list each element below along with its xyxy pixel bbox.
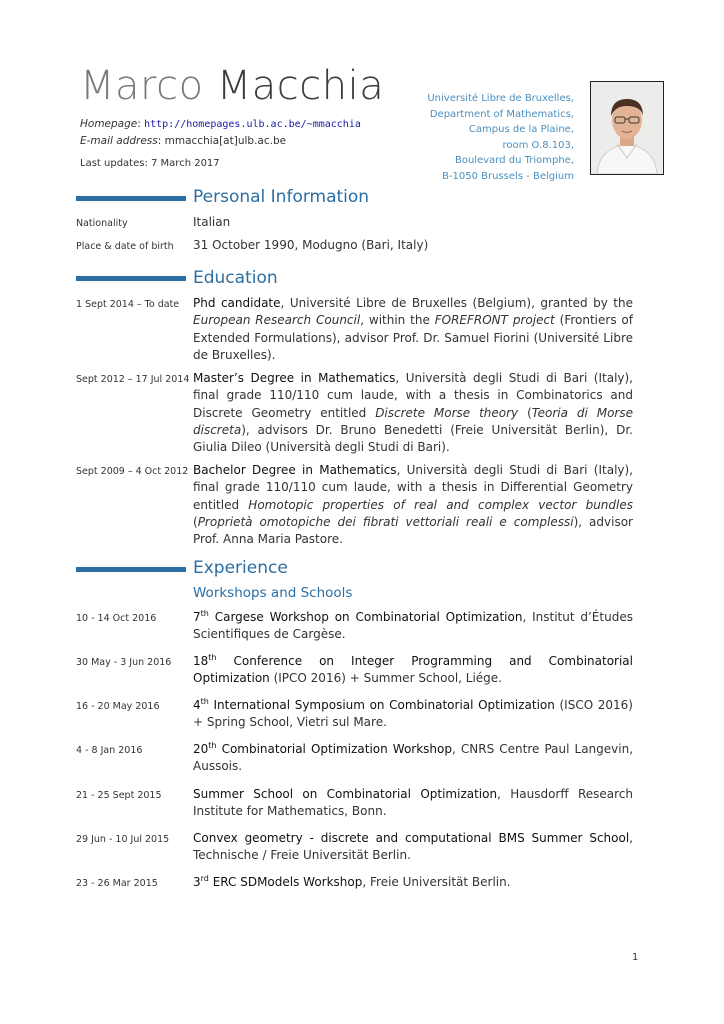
address-line: B-1050 Brussels - Belgium bbox=[442, 170, 574, 182]
experience-entry bbox=[193, 609, 633, 644]
education-text: , Università degli Studi di Bari (Italy), final grade 110/110 cum laude, with a thesis in Combinatorics and Discrete Geometry entitled bbox=[193, 371, 633, 420]
ordinal-number: 3 bbox=[193, 875, 201, 889]
last-name: Macchia bbox=[216, 63, 385, 109]
email-line: E-mail address: mmacchia[at]ulb.ac.be bbox=[80, 135, 287, 147]
education-text: ( bbox=[518, 405, 532, 420]
ordinal-suffix: th bbox=[208, 741, 217, 750]
experience-text: , Freie Universität Berlin. bbox=[362, 875, 511, 889]
homepage-link[interactable]: http://homepages.ulb.ac.be/~mmacchia bbox=[144, 119, 361, 130]
experience-entry bbox=[193, 697, 633, 732]
education-title: Bachelor Degree in Mathematics bbox=[193, 463, 397, 477]
experience-title bbox=[193, 698, 555, 712]
experience-text: , Technische / Freie Universität Berlin. bbox=[193, 831, 633, 863]
experience-title-text: International Symposium on Combinatorial Optimization bbox=[208, 698, 555, 712]
education-italic: European Research Council bbox=[193, 313, 361, 328]
postal-address bbox=[427, 91, 574, 184]
experience-date: 10 - 14 Oct 2016 bbox=[76, 613, 157, 624]
address-line: Department of Mathematics, bbox=[429, 108, 574, 120]
education-entry bbox=[193, 370, 633, 456]
experience-entry bbox=[193, 786, 633, 821]
education-text: , Université Libre de Bruxelles (Belgium), granted by the bbox=[280, 296, 633, 310]
portrait-image bbox=[591, 82, 663, 174]
education-entry bbox=[193, 295, 633, 364]
profile-photo bbox=[590, 81, 664, 175]
experience-text: (IPCO 2016) + Summer School, Liége. bbox=[269, 671, 502, 686]
ordinal-suffix: th bbox=[200, 697, 209, 706]
birth-label: Place & date of birth bbox=[76, 241, 174, 252]
section-title-education: Education bbox=[193, 268, 278, 288]
education-italic: Teoria di Morse discreta bbox=[193, 405, 633, 437]
subsection-title-workshops: Workshops and Schools bbox=[193, 585, 353, 601]
contact-info bbox=[80, 116, 361, 150]
first-name: Marco bbox=[80, 63, 204, 109]
section-rule bbox=[76, 196, 186, 201]
ordinal-suffix: th bbox=[208, 653, 217, 662]
education-text: (Frontiers of Extended Formulations), advisor Prof. Dr. Samuel Fiorini (Université Libre de Bruxelles). bbox=[193, 313, 633, 362]
experience-text: , CNRS Centre Paul Langevin, Aussois. bbox=[193, 742, 634, 774]
section-title-experience: Experience bbox=[193, 558, 288, 578]
experience-text: , Institut d’Études Scientifiques de Cargèse. bbox=[193, 610, 633, 642]
address-line: Campus de la Plaine, bbox=[468, 124, 574, 135]
nationality-value: Italian bbox=[193, 215, 231, 229]
ordinal-number: 7 bbox=[193, 610, 201, 624]
experience-title-text: ERC SDModels Workshop bbox=[208, 875, 363, 889]
experience-date: 23 - 26 Mar 2015 bbox=[76, 878, 158, 889]
experience-date: 21 - 25 Sept 2015 bbox=[76, 790, 162, 801]
experience-entry bbox=[193, 653, 633, 688]
education-date: Sept 2009 – 4 Oct 2012 bbox=[76, 466, 189, 477]
ordinal-number: 4 bbox=[193, 698, 201, 712]
experience-title-text: Conference on Integer Programming and Combinatorial Optimization bbox=[193, 654, 633, 686]
education-italic: Homotopic properties of real and complex vector bundles bbox=[248, 497, 633, 512]
education-title: Master’s Degree in Mathematics bbox=[193, 371, 396, 385]
experience-date: 29 Jun - 10 Jul 2015 bbox=[76, 834, 170, 845]
homepage-line: Homepage: http://homepages.ulb.ac.be/~mmacchia bbox=[80, 118, 361, 130]
experience-title-text: Cargese Workshop on Combinatorial Optimization bbox=[208, 610, 523, 624]
experience-date: 30 May - 3 Jun 2016 bbox=[76, 657, 172, 668]
section-rule bbox=[76, 276, 186, 281]
experience-title: Convex geometry - discrete and computational BMS Summer School bbox=[193, 831, 630, 845]
experience-date: 16 - 20 May 2016 bbox=[76, 701, 160, 712]
email-label: E-mail address bbox=[80, 135, 158, 147]
address-line: room O.8.103, bbox=[502, 139, 574, 151]
education-text: ), advisor Prof. Anna Maria Pastore. bbox=[193, 514, 633, 547]
address-line: Boulevard du Triomphe, bbox=[454, 155, 574, 166]
email-address: mmacchia[at]ulb.ac.be bbox=[164, 135, 287, 147]
cv-name bbox=[80, 62, 384, 110]
experience-entry bbox=[193, 830, 633, 865]
experience-text: (ISCO 2016) + Spring School, Vietri sul Mare. bbox=[193, 698, 633, 730]
experience-title bbox=[193, 742, 452, 756]
nationality-label: Nationality bbox=[76, 218, 128, 229]
address-line: Université Libre de Bruxelles, bbox=[427, 93, 574, 104]
education-entry bbox=[193, 462, 633, 548]
experience-title bbox=[193, 875, 362, 889]
education-text: , Università degli Studi di Bari (Italy), final grade 110/110 cum laude, with a thesis in Differential Geometry entitled bbox=[193, 463, 633, 512]
ordinal-suffix: rd bbox=[200, 874, 209, 883]
experience-date: 4 - 8 Jan 2016 bbox=[76, 745, 143, 756]
section-rule bbox=[76, 567, 186, 572]
ordinal-number: 18 bbox=[193, 654, 209, 668]
section-title-personal: Personal Information bbox=[193, 187, 370, 207]
experience-text: , Hausdorff Research Institute for Mathematics, Bonn. bbox=[193, 787, 633, 819]
education-text: , within the bbox=[360, 313, 435, 328]
experience-title bbox=[193, 610, 522, 624]
page-number: 1 bbox=[632, 952, 639, 963]
experience-title: Summer School on Combinatorial Optimization bbox=[193, 787, 498, 801]
birth-value: 31 October 1990, Modugno (Bari, Italy) bbox=[193, 238, 429, 252]
experience-entry bbox=[193, 874, 633, 891]
homepage-label: Homepage bbox=[80, 118, 138, 130]
experience-title-text: Combinatorial Optimization Workshop bbox=[216, 742, 452, 756]
ordinal-suffix: th bbox=[200, 609, 209, 618]
education-text: ( bbox=[193, 514, 198, 529]
education-italic: FOREFRONT project bbox=[434, 313, 555, 328]
education-title: Phd candidate bbox=[193, 296, 281, 310]
education-date: 1 Sept 2014 – To date bbox=[76, 299, 180, 310]
ordinal-number: 20 bbox=[193, 742, 209, 756]
education-text: ), advisors Dr. Bruno Benedetti (Freie Universität Berlin), Dr. Giulia Dileo (Università degli Studi di Bari). bbox=[193, 422, 633, 455]
education-italic: Discrete Morse theory bbox=[375, 405, 519, 420]
education-date: Sept 2012 – 17 Jul 2014 bbox=[76, 374, 190, 385]
education-italic: Proprietà omotopiche dei fibrati vettoriali reali e complessi bbox=[197, 514, 574, 529]
experience-entry bbox=[193, 741, 633, 776]
last-updates: Last updates: 7 March 2017 bbox=[80, 158, 220, 169]
